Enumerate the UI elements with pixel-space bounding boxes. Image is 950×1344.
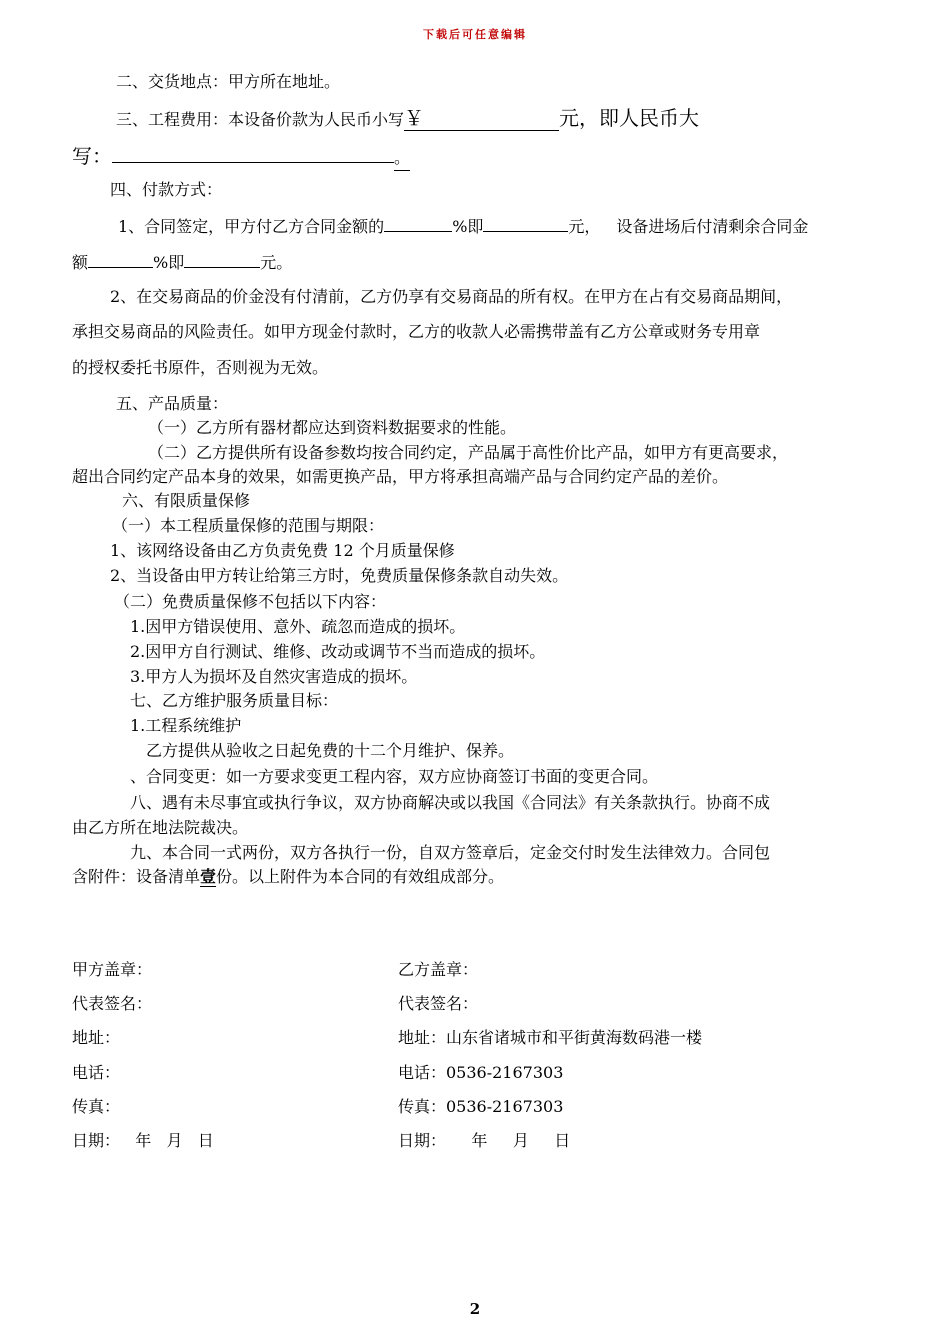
delivery-clause: 二、交货地点：甲方所在地址。	[116, 72, 341, 91]
service-item1: 1.工程系统维护	[130, 716, 242, 735]
party-b-address: 地址：山东省诸城市和平街黄海数码港一楼	[398, 1028, 703, 1047]
amount-blank	[483, 213, 568, 232]
cost-clause-label: 三、工程费用：本设备价款为人民币小写	[116, 110, 405, 129]
payment-title: 四、付款方式：	[110, 180, 223, 199]
remaining-percent-blank	[88, 249, 153, 268]
dispute-clause-line2: 由乙方所在地法院裁决。	[72, 818, 249, 837]
cost-clause-line2-end: 。	[394, 146, 410, 171]
cost-clause-line1	[116, 106, 699, 131]
attachment-count: 壹	[200, 867, 217, 886]
quality-item1: （一）乙方所有器材都应达到资料数据要求的性能。	[148, 418, 517, 437]
remaining-percent-label: %即	[153, 253, 185, 272]
percent-blank	[384, 213, 452, 232]
warranty-exclusions: （二）免费质量保修不包括以下内容：	[114, 592, 387, 611]
party-a-seal: 甲方盖章：	[72, 960, 153, 979]
payment-item2-line2: 承担交易商品的风险责任。如甲方现金付款时，乙方的收款人必需携带盖有乙方公章或财务专用章	[72, 322, 761, 341]
dispute-clause-line1: 八、遇有未尽事宜或执行争议，双方协商解决或以我国《合同法》有关条款执行。协商不成	[130, 793, 771, 812]
warranty-title: 六、有限质量保修	[122, 491, 251, 510]
warranty-exclusion-item2: 2.因甲方自行测试、维修、改动或调节不当而造成的损坏。	[130, 642, 546, 661]
contract-change-clause: 、合同变更：如一方要求变更工程内容，双方应协商签订书面的变更合同。	[130, 767, 659, 786]
service-title: 七、乙方维护服务质量目标：	[130, 691, 339, 710]
copies-clause-text-a: 含附件：设备清单	[72, 867, 201, 886]
yuan-label: 元，	[568, 217, 601, 236]
currency-symbol: ￥	[404, 106, 425, 130]
payment-item1-remaining: 设备进场后付清剩余合同金	[616, 217, 809, 236]
party-b-rep: 代表签名：	[398, 994, 479, 1013]
amount-lower-blank	[404, 106, 559, 131]
party-a-phone: 电话：	[72, 1063, 121, 1082]
watermark-header: 下载后可任意编辑	[423, 28, 527, 41]
warranty-exclusion-item1: 1.因甲方错误使用、意外、疏忽而造成的损坏。	[130, 617, 466, 636]
amount-upper-blank	[112, 140, 394, 163]
cost-clause-line2-prefix: 写：	[72, 144, 112, 168]
payment-item2-line1: 2、在交易商品的价金没有付清前，乙方仍享有交易商品的所有权。在甲方在占有交易商品期间，	[110, 287, 793, 306]
quality-item2-line1: （二）乙方提供所有设备参数均按合同约定，产品属于高性价比产品，如甲方有更高要求，	[148, 443, 789, 462]
party-b-date: 日期： 年 月 日	[398, 1131, 571, 1150]
quality-item2-line2: 超出合同约定产品本身的效果，如需更换产品，甲方将承担高端产品与合同约定产品的差价。	[72, 467, 729, 486]
remaining-amount-blank	[184, 249, 260, 268]
warranty-scope-item1: 1、该网络设备由乙方负责免费 12 个月质量保修	[110, 541, 455, 560]
party-a-fax: 传真：	[72, 1097, 121, 1116]
cost-clause-mid: 元，即人民币大	[559, 106, 700, 130]
party-a-rep: 代表签名：	[72, 994, 153, 1013]
cost-clause-line2	[72, 140, 410, 171]
party-a-address: 地址：	[72, 1028, 121, 1047]
copies-clause-text-b: 份。以上附件为本合同的有效组成部分。	[216, 867, 505, 886]
payment-item1-remaining-end: 额	[72, 253, 89, 272]
payment-item1-line1	[118, 213, 808, 237]
copies-clause-line1: 九、本合同一式两份，双方各执行一份，自双方签章后，定金交付时发生法律效力。合同包	[130, 843, 771, 862]
page-number: 2	[469, 1300, 481, 1318]
payment-item1-line2	[72, 249, 292, 273]
percent-label: %即	[452, 217, 484, 236]
party-b-seal: 乙方盖章：	[398, 960, 479, 979]
party-b-phone: 电话：0536-2167303	[398, 1063, 564, 1082]
party-a-date: 日期： 年 月 日	[72, 1131, 214, 1150]
payment-item2-line3: 的授权委托书原件，否则视为无效。	[72, 358, 329, 377]
payment-item1-text: 1、合同签定，甲方付乙方合同金额的	[118, 217, 385, 236]
copies-clause-line2	[72, 867, 504, 887]
remaining-yuan-label: 元。	[260, 253, 293, 272]
warranty-scope: （一）本工程质量保修的范围与期限：	[112, 516, 385, 535]
quality-title: 五、产品质量：	[116, 394, 229, 413]
service-item1-text: 乙方提供从验收之日起免费的十二个月维护、保养。	[146, 741, 515, 760]
warranty-exclusion-item3: 3.甲方人为损坏及自然灾害造成的损坏。	[130, 667, 418, 686]
warranty-scope-item2: 2、当设备由甲方转让给第三方时，免费质量保修条款自动失效。	[110, 566, 569, 585]
party-b-fax: 传真：0536-2167303	[398, 1097, 564, 1116]
